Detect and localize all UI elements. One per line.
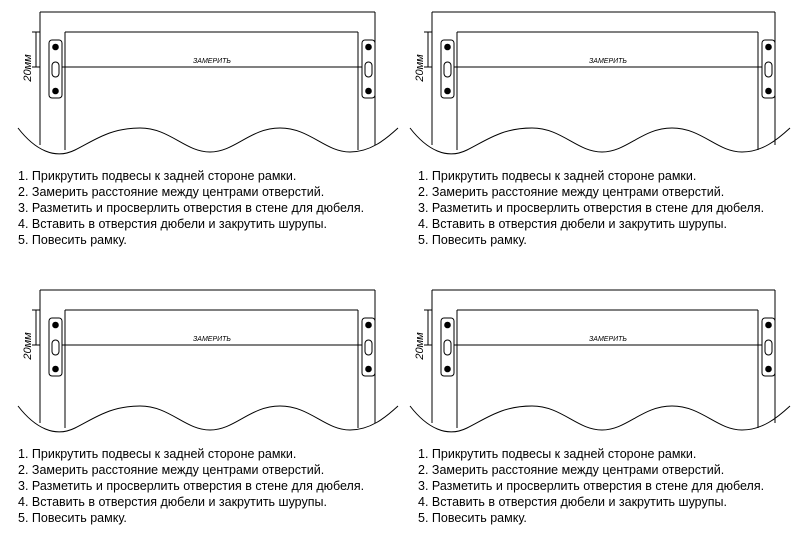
left-hanger-icon	[49, 318, 62, 376]
step-3: 3. Разметить и просверлить отверстия в стене для дюбеля.	[418, 201, 765, 215]
step-1: 1. Прикрутить подвесы к задней стороне рамки.	[418, 447, 697, 461]
instruction-steps	[418, 168, 764, 248]
step-2: 2. Замерить расстояние между центрами отверстий.	[418, 463, 725, 477]
step-2: 2. Замерить расстояние между центрами отверстий.	[418, 185, 725, 199]
wavy-cut-line	[18, 128, 398, 154]
step-3: 3. Разметить и просверлить отверстия в стене для дюбеля.	[418, 479, 765, 493]
frame-hanging-diagram	[0, 278, 400, 443]
right-hanger-icon	[362, 40, 375, 98]
step-1: 1. Прикрутить подвесы к задней стороне рамки.	[418, 169, 697, 183]
step-5: 5. Повесить рамку.	[18, 233, 127, 247]
right-hanger-icon	[362, 318, 375, 376]
step-1: 1. Прикрутить подвесы к задней стороне рамки.	[18, 447, 297, 461]
measure-label: ЗАМЕРИТЬ	[193, 58, 231, 65]
measure-label: ЗАМЕРИТЬ	[589, 58, 627, 65]
measure-label: ЗАМЕРИТЬ	[193, 336, 231, 343]
step-3: 3. Разметить и просверлить отверстия в стене для дюбеля.	[18, 479, 365, 493]
right-hanger-icon	[762, 40, 775, 98]
step-4: 4. Вставить в отверстия дюбели и закрутить шурупы.	[418, 495, 727, 509]
instruction-panel-4	[400, 278, 800, 548]
left-hanger-icon	[441, 40, 454, 98]
instruction-steps	[418, 446, 764, 526]
step-3: 3. Разметить и просверлить отверстия в стене для дюбеля.	[18, 201, 365, 215]
dimension-label: 20мм	[414, 54, 426, 82]
instruction-steps	[18, 446, 364, 526]
dimension-label: 20мм	[414, 332, 426, 360]
step-2: 2. Замерить расстояние между центрами отверстий.	[18, 463, 325, 477]
frame-hanging-diagram	[0, 0, 400, 165]
left-hanger-icon	[441, 318, 454, 376]
left-hanger-icon	[49, 40, 62, 98]
step-4: 4. Вставить в отверстия дюбели и закрутить шурупы.	[18, 495, 327, 509]
step-1: 1. Прикрутить подвесы к задней стороне рамки.	[18, 169, 297, 183]
step-5: 5. Повесить рамку.	[18, 511, 127, 525]
instruction-steps	[18, 168, 364, 248]
step-2: 2. Замерить расстояние между центрами отверстий.	[18, 185, 325, 199]
step-5: 5. Повесить рамку.	[418, 233, 527, 247]
dimension-label: 20мм	[22, 54, 34, 82]
instruction-panel-2	[400, 0, 800, 270]
step-5: 5. Повесить рамку.	[418, 511, 527, 525]
step-4: 4. Вставить в отверстия дюбели и закрутить шурупы.	[18, 217, 327, 231]
measure-label: ЗАМЕРИТЬ	[589, 336, 627, 343]
step-4: 4. Вставить в отверстия дюбели и закрутить шурупы.	[418, 217, 727, 231]
frame-hanging-diagram	[400, 278, 800, 443]
frame-hanging-diagram	[400, 0, 800, 165]
instruction-panel-1	[0, 0, 400, 270]
instruction-panel-3	[0, 278, 400, 548]
dimension-label: 20мм	[22, 332, 34, 360]
right-hanger-icon	[762, 318, 775, 376]
